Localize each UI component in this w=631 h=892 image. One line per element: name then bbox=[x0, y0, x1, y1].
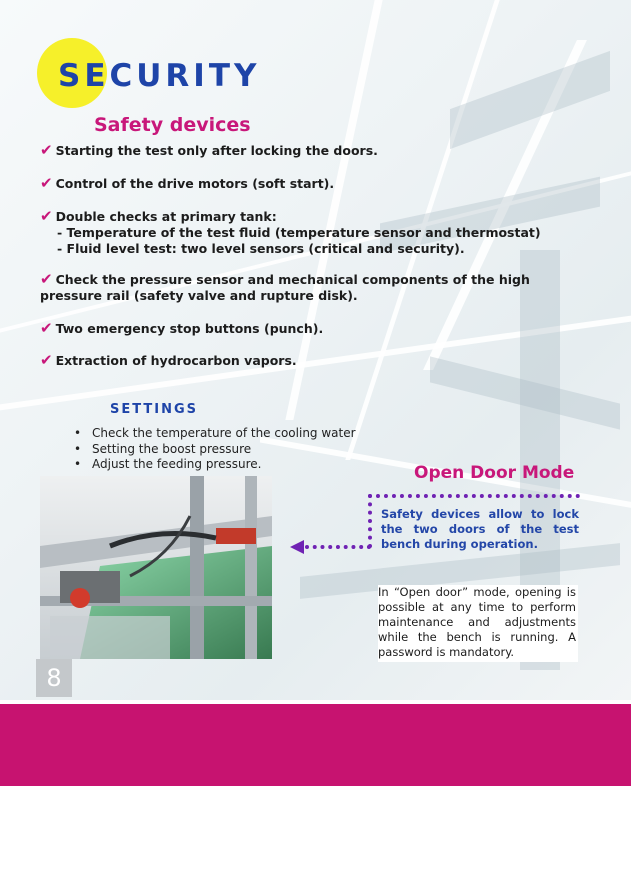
callout-connector bbox=[305, 545, 371, 549]
check-icon: ✔ bbox=[40, 141, 53, 159]
safety-item: ✔ Check the pressure sensor and mechanical components of the high pressure rail (safety valve and rupture disk). bbox=[40, 270, 530, 303]
settings-heading: SETTINGS bbox=[110, 402, 199, 417]
settings-item: • Setting the boost pressure bbox=[72, 442, 356, 458]
safety-item: ✔ Two emergency stop buttons (punch). bbox=[40, 319, 324, 337]
page-number: 8 bbox=[36, 659, 72, 697]
open-door-callout: Safety devices allow to lock the two doors of the test bench during operation. bbox=[381, 507, 579, 551]
check-icon: ✔ bbox=[40, 319, 53, 337]
open-door-heading: Open Door Mode bbox=[414, 463, 575, 483]
callout-border-left bbox=[368, 494, 372, 548]
check-icon: ✔ bbox=[40, 207, 53, 225]
settings-list bbox=[72, 426, 356, 473]
safety-item: ✔ Control of the drive motors (soft start). bbox=[40, 174, 335, 192]
callout-border-top bbox=[368, 494, 580, 498]
check-icon: ✔ bbox=[40, 270, 53, 288]
settings-item: • Adjust the feeding pressure. bbox=[72, 457, 356, 473]
safety-devices-heading: Safety devices bbox=[94, 114, 251, 136]
check-icon: ✔ bbox=[40, 174, 53, 192]
safety-subitem: - Temperature of the test fluid (temperature sensor and thermostat) bbox=[57, 225, 541, 240]
footer-band bbox=[0, 704, 631, 786]
arrow-left-icon bbox=[290, 540, 304, 554]
page-title: SECURITY bbox=[58, 58, 261, 94]
safety-item: ✔ Starting the test only after locking the doors. bbox=[40, 141, 378, 159]
settings-item: • Check the temperature of the cooling water bbox=[72, 426, 356, 442]
open-door-paragraph: In “Open door” mode, opening is possible at any time to perform maintenance and adjustments while the bench is running. A password is mandatory. bbox=[378, 585, 578, 662]
test-bench-door-photo bbox=[40, 476, 272, 659]
safety-item: ✔ Extraction of hydrocarbon vapors. bbox=[40, 351, 297, 369]
safety-item: ✔ Double checks at primary tank: - Temperature of the test fluid (temperature sensor and thermostat) - Fluid level test: two level sensors (critical and security). bbox=[40, 208, 585, 257]
safety-subitem: - Fluid level test: two level sensors (critical and security). bbox=[57, 241, 465, 256]
check-icon: ✔ bbox=[40, 351, 53, 369]
